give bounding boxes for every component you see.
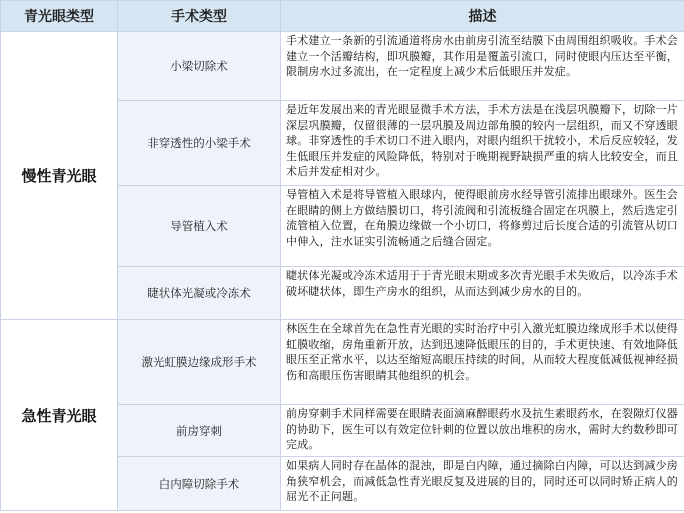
surgery-description: 前房穿刺手术同样需要在眼睛表面滴麻醉眼药水及抗生素眼药水，在裂隙灯仪器的协助下，医生可以有效定位针刺的位置以放出堆积的房水，需时大约数秒即可完成。: [281, 405, 684, 457]
glaucoma-type-acute: 急性青光眼: [1, 320, 118, 511]
surgery-description: 导管植入术是将导管植入眼球内，使得眼前房水经导管引流排出眼球外。医生会在眼睛的侧上方做结膜切口，将引流阀和引流板缝合固定在巩膜上，然后选定引流管植入位置，在角膜边缘做一个小切口，将修剪过后长度合适的引流管从切口中伸入，注水证实引流畅通之后缝合固定。: [281, 186, 684, 267]
surgery-description: 是近年发展出来的青光眼显微手术方法，手术方法是在浅层巩膜瓣下，切除一片深层巩膜瓣，仅留很薄的一层巩膜及周边部角膜的较内一层组织，而又不穿透眼球。非穿透性的手术切口不进入眼内，对眼内组织干扰较小，术后反应较轻，发生低眼压并发症的风险降低，特别对于晚期视野缺损严重的病人比较安全，而且术后并发症相对少。: [281, 101, 684, 186]
surgery-name: 白内障切除手术: [118, 457, 281, 511]
header-description: 描述: [281, 1, 684, 32]
surgery-name: 导管植入术: [118, 186, 281, 267]
header-row: [1, 1, 684, 32]
surgery-name: 睫状体光凝或冷冻术: [118, 267, 281, 320]
surgery-name: 小梁切除术: [118, 32, 281, 101]
surgery-name: 激光虹膜边缘成形手术: [118, 320, 281, 405]
surgery-description: 如果病人同时存在晶体的混浊，即是白内障，通过摘除白内障，可以达到减少房角狭窄机会，而减低急性青光眼反复及进展的目的，同时还可以同时矫正病人的屈光不正问题。: [281, 457, 684, 511]
header-surgery-type: 手术类型: [118, 1, 281, 32]
table-row: [1, 320, 684, 405]
surgery-description: 手术建立一条新的引流通道将房水由前房引流至结膜下由周围组织吸收。手术会建立一个活瓣结构，即巩膜瓣，其作用是覆盖引流口，同时使眼内压达至平衡，限制房水过多流出，在一定程度上减少术后低眼压并发症。: [281, 32, 684, 101]
header-glaucoma-type: 青光眼类型: [1, 1, 118, 32]
table-row: [1, 32, 684, 101]
surgery-name: 非穿透性的小梁手术: [118, 101, 281, 186]
surgery-name: 前房穿刺: [118, 405, 281, 457]
surgery-description: 林医生在全球首先在急性青光眼的实时治疗中引入激光虹膜边缘成形手术以使得虹膜收缩，房角重新开放，达到迅速降低眼压的目的，手术更快速、有效地降低眼压至正常水平，以达至缩短高眼压持续的时间，从而较大程度低减低视神经损伤和高眼压伤害眼睛其他组织的机会。: [281, 320, 684, 405]
surgery-description: 睫状体光凝或冷冻术适用于于青光眼末期或多次青光眼手术失败后，以冷冻手术破坏睫状体，即生产房水的组织，从而达到减少房水的目的。: [281, 267, 684, 320]
glaucoma-type-chronic: 慢性青光眼: [1, 32, 118, 320]
